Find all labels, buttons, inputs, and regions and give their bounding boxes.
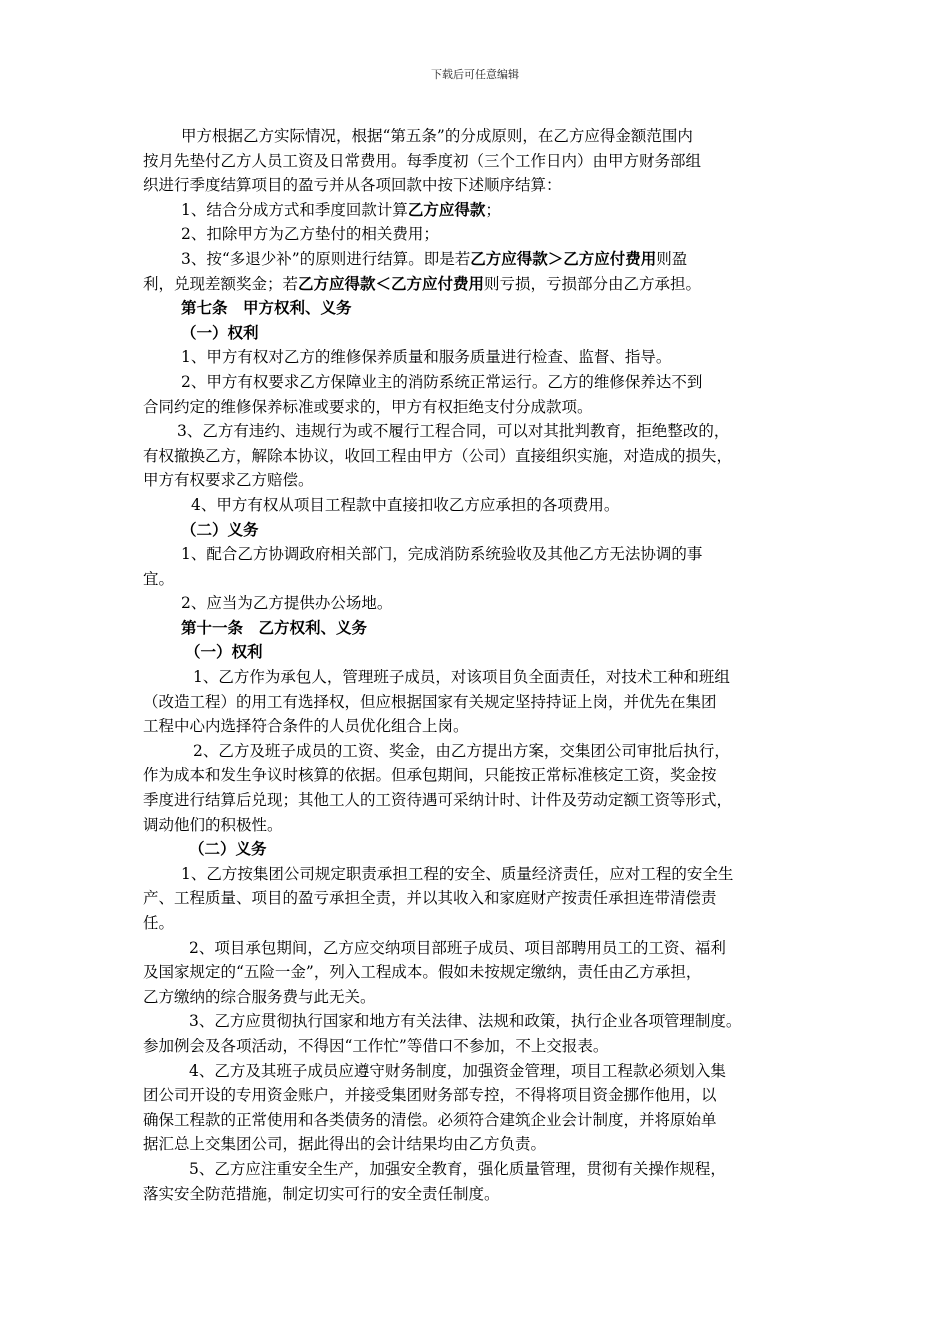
text-line <box>143 444 843 469</box>
text-segment: 4、甲方有权从项目工程款中直接扣收乙方应承担的各项费用。 <box>191 495 620 514</box>
text-line <box>143 370 843 395</box>
text-segment: 及国家规定的“五险一金”，列入工程成本。假如未按规定缴纳，责任由乙方承担， <box>143 963 702 982</box>
text-segment: 合同约定的维修保养标准或要求的，甲方有权拒绝支付分成款项。 <box>143 397 593 416</box>
text-line <box>143 198 843 223</box>
text-segment: 甲方根据乙方实际情况，根据“第五条”的分成原则，在乙方应得金额范围内 <box>181 127 693 145</box>
text-segment: 甲方有权要求乙方赔偿。 <box>143 471 314 490</box>
text-segment: 参加例会及各项活动，不得因“工作忙”等借口不参加，不上交报表。 <box>143 1036 609 1055</box>
text-line <box>143 222 843 247</box>
text-segment: 4、乙方及其班子成员应遵守财务制度，加强资金管理，项目工程款必须划入集 <box>189 1061 726 1080</box>
text-line <box>143 124 843 149</box>
text-segment: 有权撤换乙方，解除本协议，收回工程由甲方（公司）直接组织实施，对造成的损失， <box>143 446 733 465</box>
text-line <box>143 911 843 936</box>
text-segment: 3、按“多退少补”的原则进行结算。即是若 <box>181 249 471 268</box>
text-segment: 作为成本和发生争议时核算的依据。但承包期间，只能按正常标准核定工资，奖金按 <box>143 766 717 785</box>
text-segment: 织进行季度结算项目的盈亏并从各项回款中按下述顺序结算： <box>143 176 562 195</box>
text-segment: 据汇总上交集团公司，据此得出的会计结果均由乙方负责。 <box>143 1135 547 1154</box>
text-line <box>143 1034 843 1059</box>
text-line <box>143 665 843 690</box>
text-segment: 确保工程款的正常使用和各类债务的清偿。必须符合建筑企业会计制度，并将原始单 <box>143 1110 717 1129</box>
text-line <box>143 837 843 862</box>
bold-text: （一）权利 <box>185 642 263 662</box>
text-line <box>143 468 843 493</box>
text-segment: 1、配合乙方协调政府相关部门，完成消防系统验收及其他乙方无法协调的事 <box>181 545 703 564</box>
text-segment: 乙方缴纳的综合服务费与此无关。 <box>143 987 376 1006</box>
page-header: 下载后可任意编辑 <box>431 68 519 81</box>
text-segment: 利，兑现差额奖金；若 <box>143 274 299 293</box>
text-segment: 则盈 <box>656 249 688 268</box>
text-segment: （改造工程）的用工有选择权，但应根据国家有关规定坚持持证上岗，并优先在集团 <box>143 692 717 711</box>
text-line <box>143 1083 843 1108</box>
bold-text: （二）义务 <box>181 519 259 539</box>
text-line <box>143 296 843 321</box>
text-line <box>143 1009 843 1034</box>
text-line <box>143 690 843 715</box>
text-line <box>143 616 843 641</box>
text-segment: 工程中心内选择符合条件的人员优化组合上岗。 <box>143 717 469 736</box>
text-line <box>143 493 843 518</box>
text-segment: 2、项目承包期间，乙方应交纳项目部班子成员、项目部聘用员工的工资、福利 <box>189 938 726 957</box>
text-segment: 1、结合分成方式和季度回款计算 <box>181 200 408 219</box>
text-line <box>143 1059 843 1084</box>
text-segment: 2、扣除甲方为乙方垫付的相关费用； <box>181 225 439 244</box>
text-line <box>143 1182 843 1207</box>
text-segment: 团公司开设的专用资金账户，并接受集团财务部专控，不得将项目资金挪作他用，以 <box>143 1086 717 1105</box>
text-segment: 3、乙方应贯彻执行国家和地方有关法律、法规和政策，执行企业各项管理制度。 <box>189 1012 742 1031</box>
text-segment: 2、乙方及班子成员的工资、奖金，由乙方提出方案，交集团公司审批后执行， <box>193 741 730 760</box>
text-line <box>143 173 843 198</box>
bold-text: 乙方应得款＜乙方应付费用 <box>298 273 485 293</box>
text-segment: 任。 <box>143 914 175 932</box>
text-line <box>143 542 843 567</box>
bold-text: 第七条 甲方权利、义务 <box>181 298 352 318</box>
text-segment: 调动他们的积极性。 <box>143 815 283 834</box>
bold-text: 乙方应得款＞乙方应付费用 <box>470 248 657 268</box>
text-line <box>143 763 843 788</box>
text-line <box>143 886 843 911</box>
text-segment: ； <box>485 200 501 219</box>
text-line <box>143 419 843 444</box>
text-segment: 2、应当为乙方提供办公场地。 <box>181 594 393 613</box>
bold-text: （二）义务 <box>189 839 267 859</box>
text-line <box>143 321 843 346</box>
text-segment: 产、工程质量、项目的盈亏承担全责，并以其收入和家庭财产按责任承担连带清偿责 <box>143 889 717 908</box>
text-line <box>143 640 843 665</box>
text-line <box>143 1108 843 1133</box>
text-line <box>143 1132 843 1157</box>
text-line <box>143 395 843 420</box>
text-segment: 5、乙方应注重安全生产，加强安全教育，强化质量管理，贯彻有关操作规程， <box>189 1159 726 1178</box>
document-body <box>143 124 843 1206</box>
text-line <box>143 714 843 739</box>
bold-text: 第十一条 乙方权利、义务 <box>181 617 368 637</box>
text-line <box>143 862 843 887</box>
bold-text: （一）权利 <box>181 322 259 342</box>
text-segment: 则亏损，亏损部分由乙方承担。 <box>484 274 702 293</box>
text-line <box>143 149 843 174</box>
text-segment: 落实安全防范措施，制定切实可行的安全责任制度。 <box>143 1184 500 1203</box>
text-line <box>143 960 843 985</box>
text-line <box>143 247 843 272</box>
text-line <box>143 567 843 592</box>
text-line <box>143 936 843 961</box>
text-segment: 2、甲方有权要求乙方保障业主的消防系统正常运行。乙方的维修保养达不到 <box>181 372 703 391</box>
text-line <box>143 272 843 297</box>
text-segment: 季度进行结算后兑现；其他工人的工资待遇可采纳计时、计件及劳动定额工资等形式， <box>143 791 733 810</box>
text-line <box>143 591 843 616</box>
text-line <box>143 518 843 543</box>
bold-text: 乙方应得款 <box>407 199 486 219</box>
text-segment: 1、乙方作为承包人，管理班子成员，对该项目负全面责任，对技术工种和班组 <box>193 668 730 687</box>
text-segment: 3、乙方有违约、违规行为或不履行工程合同，可以对其批判教育，拒绝整改的， <box>177 422 730 441</box>
text-segment: 1、乙方按集团公司规定职责承担工程的安全、质量经济责任，应对工程的安全生 <box>181 864 734 883</box>
text-segment: 按月先垫付乙方人员工资及日常费用。每季度初（三个工作日内）由甲方财务部组 <box>143 151 702 170</box>
text-line <box>143 345 843 370</box>
text-line <box>143 788 843 813</box>
text-line <box>143 985 843 1010</box>
text-segment: 宜。 <box>143 569 175 588</box>
text-line <box>143 813 843 838</box>
text-line <box>143 739 843 764</box>
text-line <box>143 1157 843 1182</box>
text-segment: 1、甲方有权对乙方的维修保养质量和服务质量进行检查、监督、指导。 <box>181 348 672 367</box>
